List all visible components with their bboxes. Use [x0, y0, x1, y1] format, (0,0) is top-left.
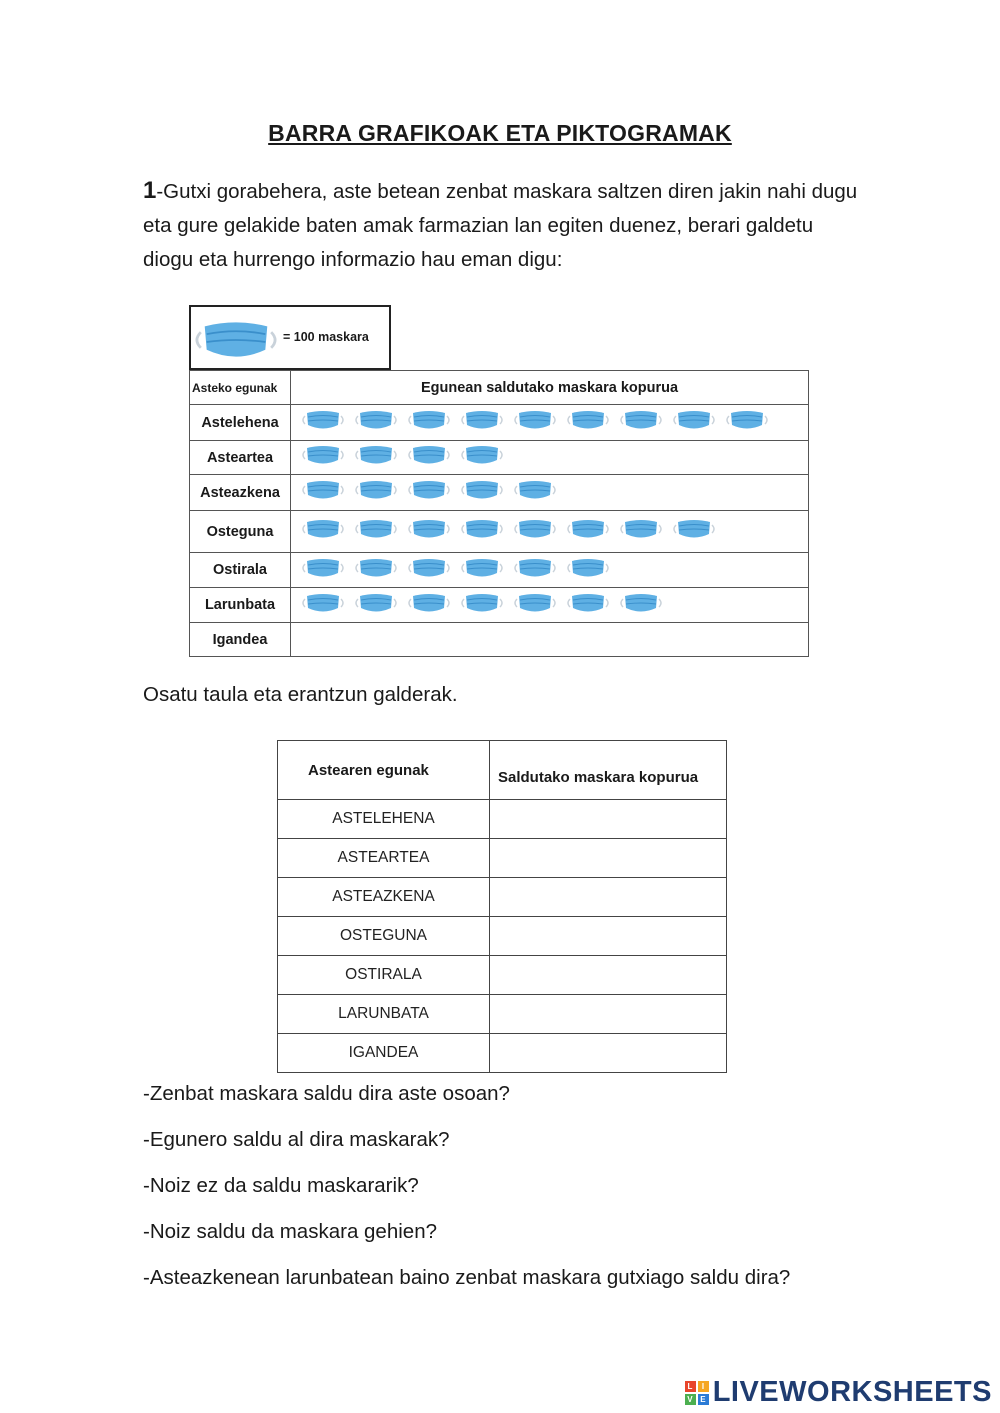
page-title: BARRA GRAFIKOAK ETA PIKTOGRAMAK — [268, 120, 732, 146]
pictogram-header-day: Asteko egunak — [190, 371, 291, 405]
mask-icon — [193, 315, 279, 370]
mask-icon — [566, 517, 610, 546]
answer-row — [278, 917, 727, 956]
mask-icon — [354, 478, 398, 507]
mask-icon — [354, 556, 398, 585]
answer-header-day: Astearen egunak — [278, 741, 490, 800]
mask-icon — [513, 517, 557, 546]
mask-icon — [354, 443, 398, 472]
exercise-number: 1 — [143, 177, 157, 204]
answer-row — [278, 1034, 727, 1073]
pictogram-day: Larunbata — [190, 588, 291, 623]
mask-icon — [301, 591, 345, 620]
mask-icon — [354, 408, 398, 437]
pictogram-row — [190, 623, 809, 657]
pictogram-icons — [291, 475, 809, 511]
liveworksheets-logo[interactable] — [685, 1376, 992, 1409]
mask-icon — [460, 517, 504, 546]
answer-row — [278, 956, 727, 995]
pictogram-row — [190, 553, 809, 588]
pictogram-day: Astelehena — [190, 405, 291, 441]
question-item: -Zenbat maskara saldu dira aste osoan? — [143, 1082, 510, 1105]
mask-icon — [672, 517, 716, 546]
pictogram-row — [190, 511, 809, 553]
mask-icon — [566, 408, 610, 437]
answer-cell[interactable] — [490, 839, 727, 878]
mask-icon — [513, 556, 557, 585]
answer-day: IGANDEA — [278, 1034, 490, 1073]
pictogram-icons — [291, 553, 809, 588]
answer-day: ASTELEHENA — [278, 800, 490, 839]
mask-icon — [407, 591, 451, 620]
pictogram-day: Asteazkena — [190, 475, 291, 511]
intro-paragraph — [143, 174, 863, 277]
brand-text: LIVEWORKSHEETS — [712, 1376, 992, 1408]
mask-icon — [354, 591, 398, 620]
pictogram-row — [190, 588, 809, 623]
mask-icon — [513, 408, 557, 437]
mask-icon — [619, 408, 663, 437]
pictogram-row — [190, 441, 809, 475]
mask-icon — [460, 556, 504, 585]
mask-icon — [513, 591, 557, 620]
pictogram-header-count: Egunean saldutako maskara kopurua — [291, 371, 809, 405]
pictogram-day: Asteartea — [190, 441, 291, 475]
mask-icon — [566, 591, 610, 620]
question-item: -Noiz saldu da maskara gehien? — [143, 1220, 437, 1243]
pictogram-icons — [291, 588, 809, 623]
pictogram-icons — [291, 511, 809, 553]
legend-text: = 100 maskara — [283, 330, 369, 344]
answer-day: ASTEAZKENA — [278, 878, 490, 917]
answer-cell[interactable] — [490, 995, 727, 1034]
answer-row — [278, 800, 727, 839]
mask-icon — [407, 408, 451, 437]
mask-icon — [301, 556, 345, 585]
answer-table — [277, 740, 727, 1073]
pictogram-row — [190, 475, 809, 511]
answer-row — [278, 995, 727, 1034]
mask-icon — [460, 591, 504, 620]
question-item: -Egunero saldu al dira maskarak? — [143, 1128, 450, 1151]
mask-icon — [566, 556, 610, 585]
pictogram-table — [189, 370, 809, 657]
mask-icon — [407, 556, 451, 585]
pictogram-day: Igandea — [190, 623, 291, 657]
question-item: -Asteazkenean larunbatean baino zenbat maskara gutxiago saldu dira? — [143, 1266, 791, 1289]
answer-cell[interactable] — [490, 956, 727, 995]
mask-icon — [725, 408, 769, 437]
brand-logo-icon: L I V E — [685, 1381, 709, 1405]
mask-icon — [301, 517, 345, 546]
mask-icon — [513, 478, 557, 507]
pictogram-day: Ostirala — [190, 553, 291, 588]
mask-icon — [619, 517, 663, 546]
answer-day: ASTEARTEA — [278, 839, 490, 878]
mask-icon — [460, 443, 504, 472]
pictogram-legend — [189, 305, 391, 370]
mask-icon — [460, 408, 504, 437]
answer-day: LARUNBATA — [278, 995, 490, 1034]
answer-cell[interactable] — [490, 917, 727, 956]
answer-day: OSTIRALA — [278, 956, 490, 995]
mask-icon — [354, 517, 398, 546]
answer-cell[interactable] — [490, 800, 727, 839]
mask-icon — [672, 408, 716, 437]
mask-icon — [407, 443, 451, 472]
mask-icon — [301, 443, 345, 472]
answer-cell[interactable] — [490, 1034, 727, 1073]
mask-icon — [619, 591, 663, 620]
pictogram-day: Osteguna — [190, 511, 291, 553]
pictogram-icons — [291, 441, 809, 475]
instruction-text: Osatu taula eta erantzun galderak. — [143, 683, 458, 706]
mask-icon — [301, 408, 345, 437]
pictogram-icons — [291, 405, 809, 441]
pictogram-row — [190, 405, 809, 441]
mask-icon — [407, 517, 451, 546]
pictogram-icons — [291, 623, 809, 657]
answer-row — [278, 839, 727, 878]
mask-icon — [301, 478, 345, 507]
questions-list — [143, 1080, 923, 1310]
answer-day: OSTEGUNA — [278, 917, 490, 956]
question-item: -Noiz ez da saldu maskararik? — [143, 1174, 419, 1197]
answer-row — [278, 878, 727, 917]
mask-icon — [407, 478, 451, 507]
answer-cell[interactable] — [490, 878, 727, 917]
mask-icon — [460, 478, 504, 507]
answer-header-count: Saldutako maskara kopurua — [490, 741, 727, 800]
intro-text: -Gutxi gorabehera, aste betean zenbat maskara saltzen diren jakin nahi dugu eta gure gelakide baten amak farmazian lan egiten duenez, berari galdetu diogu eta hurrengo informazio hau eman digu: — [143, 180, 858, 271]
